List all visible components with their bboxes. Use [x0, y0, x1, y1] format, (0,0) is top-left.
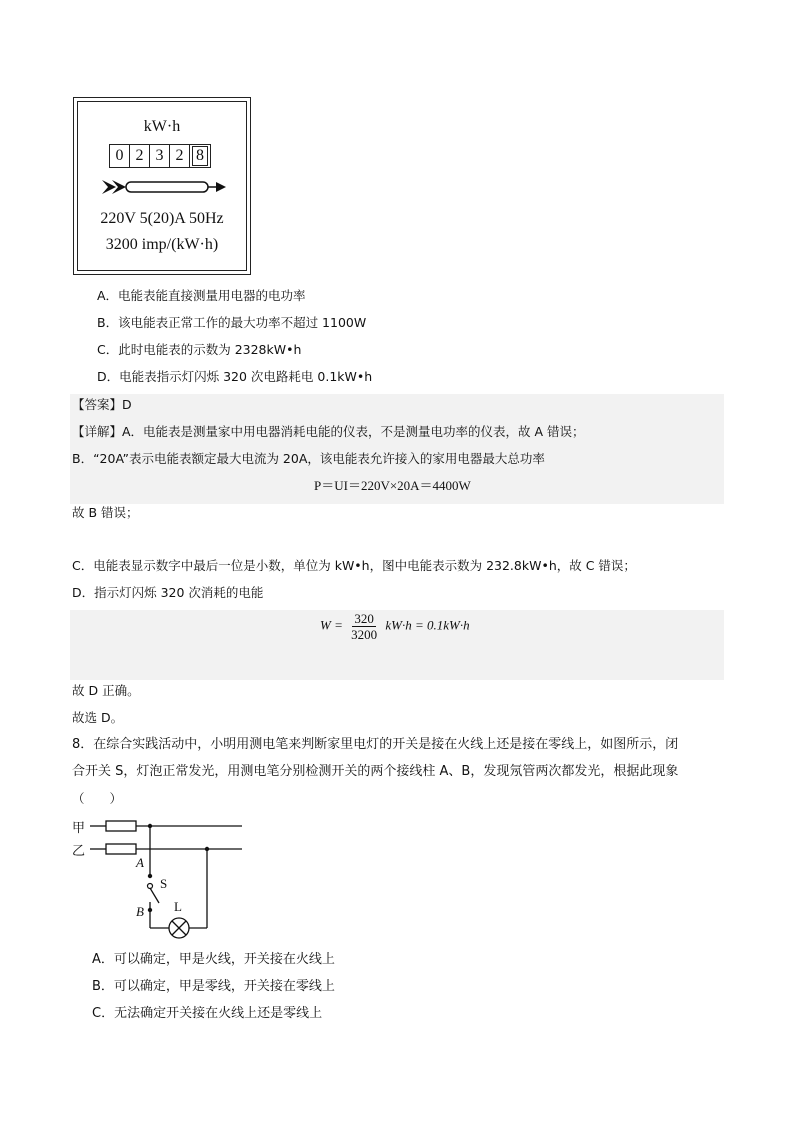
formula-denominator: 3200 [351, 627, 378, 642]
circuit-label-jia: 甲 [72, 821, 86, 836]
q7-detail-c: C．电能表显示数字中最后一位是小数，单位为 kW•h，图中电能表示数为 232.8kW•h，故 C 错误； [72, 558, 636, 573]
q8-stem-line2: 合开关 S，灯泡正常发光，用测电笔分别检测开关的两个接线柱 A、B，发现氖管两次都发光，根据此现象 [72, 764, 679, 779]
q7-option-c: C．此时电能表的示数为 2328kW•h [97, 342, 302, 357]
circuit-label-s: S [160, 876, 168, 891]
q7-d-conclusion: 故 D 正确。 [72, 683, 140, 698]
meter-digit: 0 [110, 145, 130, 167]
q7-detail-b: B．“20A”表示电能表额定最大电流为 20A，该电能表允许接入的家用电器最大总功率 [72, 451, 545, 466]
q7-answer: 【答案】D [72, 397, 132, 412]
meter-digit-decimal: 8 [190, 145, 210, 167]
q7-b-conclusion: 故 B 错误； [72, 505, 139, 520]
formula-fraction [349, 611, 379, 642]
q7-formula-power: P＝UI＝220V×20A＝4400W [314, 478, 471, 493]
meter-spec-rating: 220V 5(20)A 50Hz [100, 210, 224, 227]
electric-meter-panel [77, 101, 247, 271]
q8-answer-blank: （ ） [72, 791, 123, 806]
q7-final-choice: 故选 D。 [72, 710, 124, 725]
meter-digit: 2 [170, 145, 190, 167]
q7-option-b: B．该电能表正常工作的最大功率不超过 1100W [97, 315, 367, 330]
formula-numerator: 320 [354, 611, 374, 626]
q8-option-c: C．无法确定开关接在火线上还是零线上 [92, 1006, 323, 1021]
meter-digit-display [109, 144, 211, 168]
meter-unit-label: kW·h [143, 118, 181, 135]
formula-lhs: W = [320, 617, 343, 633]
meter-digit: 2 [130, 145, 150, 167]
circuit-label-a: A [136, 855, 144, 870]
circuit-label-b: B [136, 904, 144, 919]
q7-detail-d: D．指示灯闪烁 320 次消耗的电能 [72, 585, 264, 600]
q7-option-a: A．电能表能直接测量用电器的电功率 [97, 288, 306, 303]
meter-disc-indicator-icon [100, 177, 230, 197]
q8-circuit-diagram [70, 812, 250, 942]
q7-detail-a: 【详解】A．电能表是测量家中用电器消耗电能的仪表，不是测量电功率的仪表，故 A 错误； [72, 424, 585, 439]
q7-option-d: D．电能表指示灯闪烁 320 次电路耗电 0.1kW•h [97, 369, 373, 384]
q8-option-a: A．可以确定，甲是火线，开关接在火线上 [92, 952, 335, 967]
formula-rhs: kW·h = 0.1kW·h [385, 617, 470, 633]
meter-spec-constant: 3200 imp/(kW·h) [105, 236, 219, 253]
q8-option-b: B．可以确定，甲是零线，开关接在零线上 [92, 979, 335, 994]
q7-formula-energy [320, 611, 470, 642]
meter-digit: 3 [150, 145, 170, 167]
electric-meter-figure [73, 97, 251, 275]
circuit-label-yi: 乙 [72, 844, 86, 859]
q8-stem-line1: 8．在综合实践活动中，小明用测电笔来判断家里电灯的开关是接在火线上还是接在零线上，如图所示，闭 [72, 737, 679, 752]
circuit-label-l: L [174, 899, 182, 914]
